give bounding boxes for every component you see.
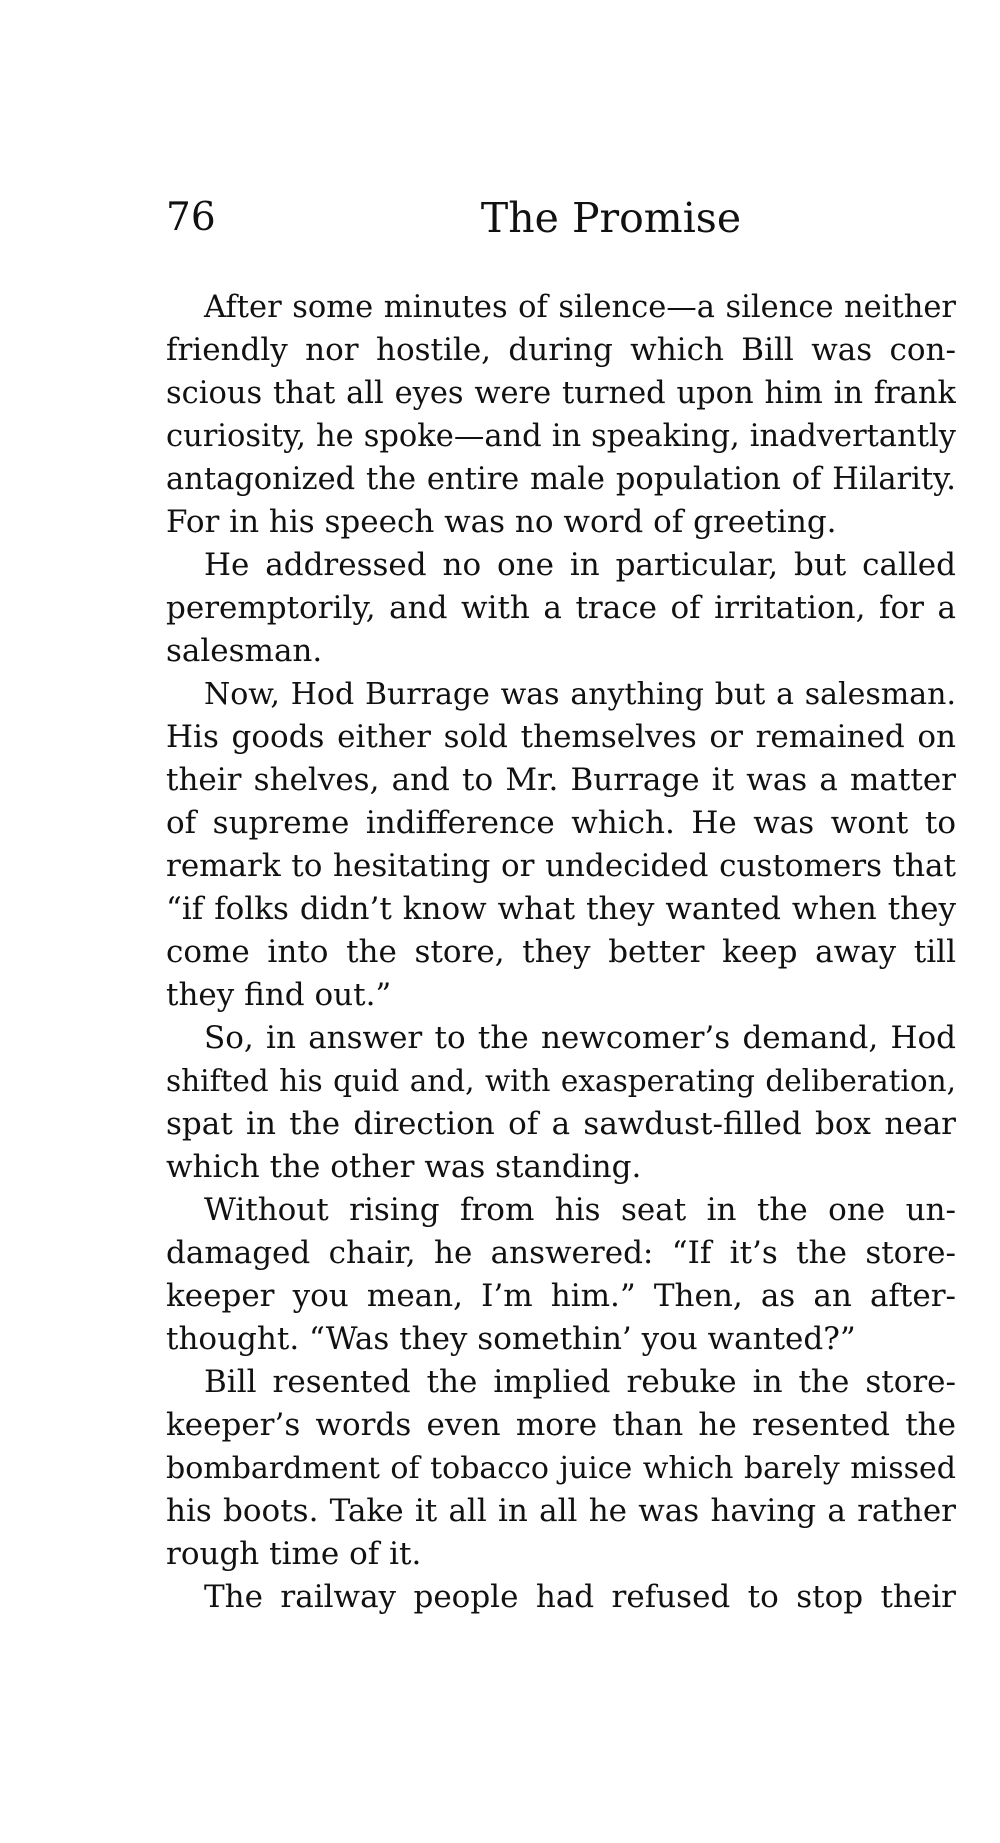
text-line: peremptorily, and with a trace of irritation, for a bbox=[166, 590, 956, 626]
page-title: The Promise bbox=[480, 194, 742, 242]
text-line: keeper you mean, I’m him.” Then, as an after- bbox=[166, 1278, 956, 1314]
body-text bbox=[166, 286, 956, 1619]
text-line: of supreme indifference which. He was wont to bbox=[166, 805, 956, 841]
text-line: scious that all eyes were turned upon him in frank bbox=[166, 376, 956, 411]
text-line: spat in the direction of a sawdust-filled box near bbox=[166, 1106, 956, 1142]
text-line: which the other was standing. bbox=[166, 1149, 642, 1185]
text-line: their shelves, and to Mr. Burrage it was a matter bbox=[166, 762, 956, 798]
text-line: bombardment of tobacco juice which barely missed bbox=[166, 1451, 956, 1486]
text-line: The railway people had refused to stop their bbox=[204, 1579, 956, 1615]
paragraph bbox=[166, 1017, 956, 1189]
paragraph bbox=[166, 1576, 956, 1619]
text-line: antagonized the entire male population of Hilarity. bbox=[166, 462, 956, 497]
text-line: Without rising from his seat in the one un- bbox=[204, 1192, 956, 1228]
paragraph bbox=[166, 673, 956, 1017]
paragraph bbox=[166, 544, 956, 673]
text-line: salesman. bbox=[166, 633, 323, 669]
text-line: thought. “Was they somethin’ you wanted?” bbox=[166, 1321, 856, 1357]
text-line: Now, Hod Burrage was anything but a salesman. bbox=[204, 677, 956, 712]
text-line: remark to hesitating or undecided customers that bbox=[166, 848, 956, 884]
paragraph bbox=[166, 286, 956, 544]
text-line: So, in answer to the newcomer’s demand, Hod bbox=[204, 1020, 956, 1056]
text-line: friendly nor hostile, during which Bill was con- bbox=[166, 332, 956, 368]
text-line: damaged chair, he answered: “If it’s the store- bbox=[166, 1235, 956, 1271]
text-line: curiosity, he spoke—and in speaking, inadvertantly bbox=[166, 419, 956, 454]
text-line: Bill resented the implied rebuke in the store- bbox=[204, 1364, 956, 1400]
text-line: “if folks didn’t know what they wanted when they bbox=[166, 891, 956, 927]
text-line: His goods either sold themselves or remained on bbox=[166, 719, 956, 755]
text-line: his boots. Take it all in all he was having a rather bbox=[166, 1493, 956, 1529]
text-line: keeper’s words even more than he resented the bbox=[166, 1407, 956, 1443]
page-number: 76 bbox=[166, 195, 216, 240]
text-line: He addressed no one in particular, but called bbox=[204, 547, 956, 583]
text-line: rough time of it. bbox=[166, 1536, 422, 1572]
running-head bbox=[166, 192, 956, 244]
text-line: come into the store, they better keep away till bbox=[166, 934, 956, 970]
text-line: After some minutes of silence—a silence neither bbox=[204, 290, 956, 325]
text-line: For in his speech was no word of greeting. bbox=[166, 504, 837, 540]
paragraph bbox=[166, 1189, 956, 1361]
text-line: shifted his quid and, with exasperating deliberation, bbox=[166, 1064, 956, 1098]
text-line: they find out.” bbox=[166, 977, 392, 1013]
paragraph bbox=[166, 1361, 956, 1576]
